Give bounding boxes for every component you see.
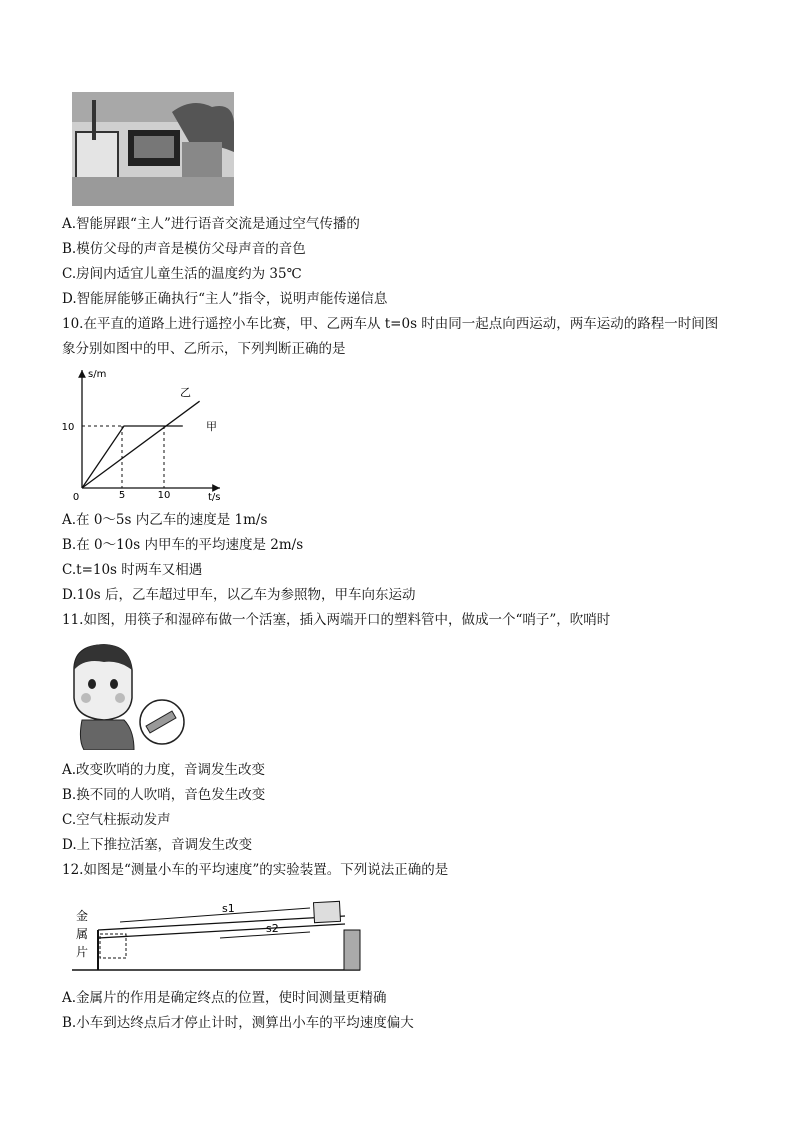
- series-jia-line: [82, 426, 183, 488]
- q12-option-a: A.金属片的作用是确定终点的位置，使时间测量更精确: [62, 990, 387, 1006]
- q10-option-d: D.10s 后，乙车超过甲车，以乙车为参照物，甲车向东运动: [62, 587, 416, 603]
- x-tick-label: 10: [157, 490, 171, 501]
- q10-stem-line1: 10.在平直的道路上进行遥控小车比赛，甲、乙两车从 t=0s 时由同一起点向西运动，两车运动的路程一时间图: [62, 316, 719, 332]
- q10-option-c: C.t=10s 时两车又相遇: [62, 562, 203, 578]
- x-axis-label: t/s: [208, 492, 221, 503]
- y-axis-label: s/m: [88, 369, 107, 380]
- s1-label: s1: [222, 902, 235, 915]
- metal-sheet-label-1: 金: [76, 909, 89, 923]
- q10-option-a: A.在 0～5s 内乙车的速度是 1m/s: [62, 512, 268, 528]
- cart: [313, 901, 340, 922]
- q10-option-b: B.在 0～10s 内甲车的平均速度是 2m/s: [62, 537, 304, 553]
- q9-option-d: D.智能屏能够正确执行“主人”指令，说明声能传递信息: [62, 291, 388, 307]
- q9-option-b: B.模仿父母的声音是模仿父母声音的音色: [62, 241, 306, 257]
- incline-bottom: [98, 924, 345, 938]
- series-yi-line: [82, 401, 200, 488]
- q11-option-b: B.换不同的人吹哨，音色发生改变: [62, 787, 266, 803]
- series-yi-label: 乙: [180, 386, 191, 399]
- q11-option-d: D.上下推拉活塞，音调发生改变: [62, 837, 253, 853]
- smart-screen-photo: [72, 92, 234, 206]
- metal-sheet-label-2: 属: [76, 927, 89, 941]
- incline-top: [98, 916, 345, 930]
- incline-experiment-figure: [70, 890, 370, 980]
- x-tick-label: 5: [118, 490, 126, 501]
- s2-arrow: [220, 932, 310, 938]
- q11-stem: 11.如图，用筷子和湿碎布做一个活塞，插入两端开口的塑料管中，做成一个“哨子”，吹哨时: [62, 612, 611, 628]
- y-tick-label: 10: [61, 422, 75, 433]
- support-block: [344, 930, 360, 970]
- series-jia-label: 甲: [206, 420, 217, 433]
- q9-option-c: C.房间内适宜儿童生活的温度约为 35℃: [62, 266, 302, 282]
- q11-option-a: A.改变吹哨的力度，音调发生改变: [62, 762, 266, 778]
- q9-option-a: A.智能屏跟“主人”进行语音交流是通过空气传播的: [62, 216, 360, 232]
- x-tick-label: 0: [72, 492, 80, 503]
- q10-stem-line2: 象分别如图中的甲、乙所示，下列判断正确的是: [62, 341, 346, 357]
- q12-option-b: B.小车到达终点后才停止计时，测算出小车的平均速度偏大: [62, 1015, 414, 1031]
- metal-sheet-label-3: 片: [76, 945, 89, 959]
- q12-stem: 12.如图是“测量小车的平均速度”的实验装置。下列说法正确的是: [62, 862, 449, 878]
- whistle-boy-figure: [64, 640, 190, 750]
- distance-time-chart: [60, 364, 230, 504]
- s2-label: s2: [266, 922, 279, 935]
- q11-option-c: C.空气柱振动发声: [62, 812, 171, 828]
